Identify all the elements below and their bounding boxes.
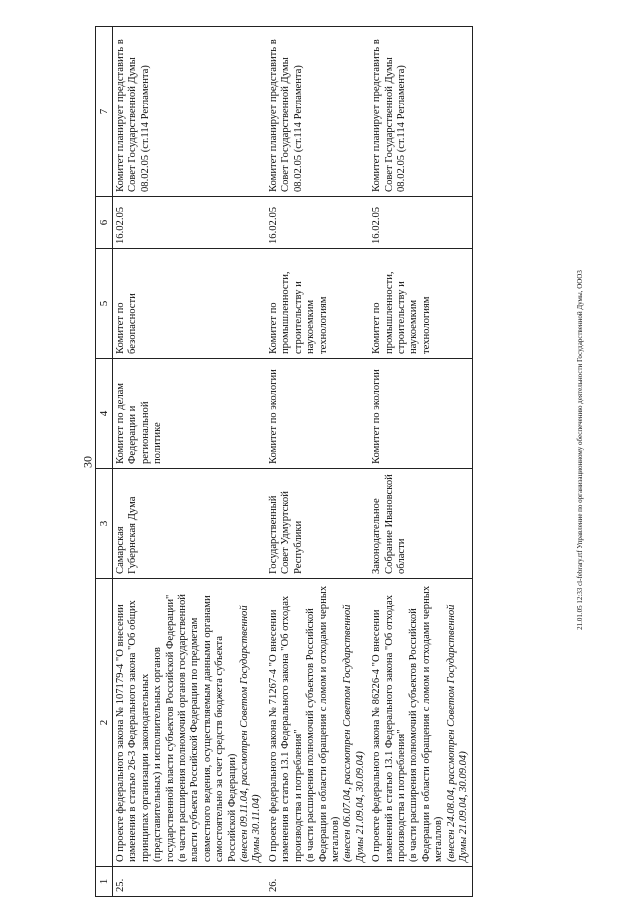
bill-description [113,579,266,867]
bill-origin: (внесен 09.11.04, рассмотрен Советом Государственной Думы 30.11.04) [239,605,263,862]
bill-title: О проекте федерального закона № 86226-4 "О внесении изменений в статью 13.1 Федерального закона "Об отходах производства и потребления" [371,595,407,862]
column-header: 4 [96,359,113,469]
bill-description [266,579,369,867]
co-committee: Комитет по промышленности, строительству и наукоемким технологиям [369,249,473,359]
bill-description [369,579,473,867]
bills-table-container [95,27,617,897]
table-header-row [96,27,113,897]
note: Комитет планирует представить в Совет Государственной Думы 08.02.05 (ст.114 Регламента) [266,27,369,197]
initiator: Государственный Совет Удмуртской Республики [266,469,369,579]
initiator: Законодательное Собрание Ивановской области [369,469,473,579]
table-row [113,27,266,897]
initiator: Самарская Губернская Дума [113,469,266,579]
date: 16.02.05 [266,197,369,249]
column-header: 1 [96,867,113,897]
date: 16.02.05 [369,197,473,249]
co-committee: Комитет по промышленности, строительству и наукоемким технологиям [266,249,369,359]
table-row [266,27,369,897]
row-number: 26. [266,867,369,897]
date: 16.02.05 [113,197,266,249]
note: Комитет планирует представить в Совет Государственной Думы 08.02.05 (ст.114 Регламента) [113,27,266,197]
bill-origin: (внесен 24.08.04, рассмотрен Советом Государственной Думы 21.09.04, 30.09.04) [445,604,469,862]
bill-subject: (в части расширения полномочий субъектов Российской Федерации в области обращения с ломом и отходами черных металлов) [305,585,341,862]
responsible-committee: Комитет по экологии [266,359,369,469]
page-number: 30 [80,456,95,468]
column-header: 7 [96,27,113,197]
bill-subject: (в части расширения полномочий субъектов Российской Федерации в области обращения с ломом и отходами черных металлов) [408,585,445,862]
bill-origin: (внесен 06.07.04, рассмотрен Советом Государственной Думы 21.09.04, 30.09.04) [342,604,366,862]
bills-table [95,26,473,897]
responsible-committee: Комитет по делам Федерации и региональной политике [113,359,266,469]
responsible-committee: Комитет по экологии [369,359,473,469]
co-committee: Комитет по безопасности [113,249,266,359]
column-header: 2 [96,579,113,867]
bill-subject: (в части расширения полномочий органов государственной власти субъекта Российской Федерации по предметам совместного ведения, осуществляемым данными органами самостоятельно за счет средств бюджета субъекта Российской Федерации) [177,594,238,862]
column-header: 3 [96,469,113,579]
bill-title: О проекте федерального закона № 71267-4 "О внесении изменения в статью 13.1 Федерального закона "Об отходах производства и потребления" [267,595,304,862]
table-row [369,27,473,897]
row-number [369,867,473,897]
note: Комитет планирует представить в Совет Государственной Думы 08.02.05 (ст.114 Регламента) [369,27,473,197]
column-header: 6 [96,197,113,249]
bill-title: О проекте федерального закона № 107179-4 "О внесении изменения в статью 26-3 Федерального закона "Об общих принципах организации законодательных (представительных) и исполнительных органов государственной власти субъектов Российской Федерации" [115,594,176,862]
footer-note: 21.01.05 12:33 cl-febrary.rtf Управление по организационному обеспечению деятельности Государственной Думы, ООО3 [576,270,584,630]
row-number: 25. [113,867,266,897]
column-header: 5 [96,249,113,359]
